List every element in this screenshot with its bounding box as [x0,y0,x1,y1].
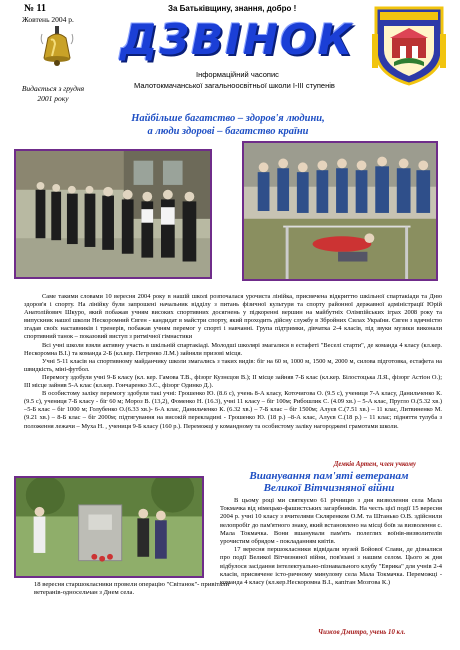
bell-icon [40,26,74,68]
newspaper-title: ДЗВІНОК [120,15,355,64]
issue-number: № 11 [24,3,46,14]
article2-author: Чижов Дмитро, учень 10 кл. [318,629,406,636]
subtitle-journal: Інформаційний часопис [196,70,279,79]
article1-paragraph: Перемогу здобули учні 9-Б класу (кл. кер. Гамова Т.В., фізорг Кузнєцов В.); ІІ місце зайняв 7-Б клас (кл.кер. Білостоцька Л.Я., фізорг Астіон О.); ІІІ місце зайняв 5-А клас (кл.кер. Гончаренко З.С., фізорг Одинко Д.). [24,373,442,390]
article1-body [24,293,442,431]
photo-students-assembly [14,149,212,279]
article2-body [220,497,442,587]
article1-paragraph: Учні 5-11 класів на спортивному майданчику школи змагались з таких видів: біг на 60 м, 1000 м, 1500 м, 2000 м, силова підготовка, естафета на швидкість, міні-футбол. [24,357,442,373]
article1-paragraph: Саме такими словами 10 вересня 2004 року в нашій школі розпочалася урочиста лінійка, присвячена відкриттю шкільної спартакіади та Дню здоров'я і спорту. На лінійку були запрошені начальник відділу з питань фізичної культури та спорту районної державної адміністрації Юрій Анатолійович Шкуро, який побажав учням високих спортивних досягнень у підкоренні вершин на майбутніх Олімпійських іграх 2008 року та випускник нашої школи Нескоромний Євген - кандидат в майстри спорту, який проходить дійсну службу в Збройних Силах України. Євген з вдячністю згадав своїх наставників і тренерів, побажав учням перемог у спорті і навчанні. Група підтримки, дівчатка 2-4 класів, під звуки музики виконали спортивний танок – показовий виступ з ритмічної гімнастики [24,293,442,341]
photo-veterans-memorial [14,476,204,578]
article1-headline-line1: Найбільше багатство – здоров'я людини, [131,113,325,124]
photo-caption: 18 вересня старшокласники провели операцію "Світанок"- привітали ветеранів-односельчан з Днем села. [34,581,230,597]
article1-paragraph: Всі учні школи взяли активну участь в шкільній спартакіаді. Молодші школярі змагалися в естафеті "Веселі старти", де команда 4 класу (кл.кер. Нескоромна В.І.) та команда 2-Б (кл.кер. Петренко Л.М.) зайняли призові місця. [24,341,442,357]
article1-paragraph: В особистому заліку перемогу здобули такі учні: Грошенко Ю. (8.6 с), учень 8-А класу, Коточигова О. (9.5 с), учениця 7-А класу, Данильченко К.(9.5 с), учениця 7-Б класу - біг 60 м; Мороз В. (13,2), Фоменко Н. (16.3), учні 11 класу – біг 100м; Рибошлик С. (4.09 хв.) – 5-А клас, Пругло О.(5.32 хв.) –5-Б клас – біг 1000 м; Голубенко О.(6.33 хв.)- 6-А клас, Данильченко К. (6.32 хв.) – 7-Б клас – біг 1500м; Алуєв С.(7.51 хв.) – 11 клас, Литвиненко М.(9.21 хв.) – 8-Б клас – біг 2000м; підтягування на високій перекладині - Грошенко Ю. (18 р.) –8-А клас, Алуєв С.(18 р.) – 11 клас; підняття тулуба з положення лежачи – Муха Н. , учениця 9-Б класу (160 р.). Переможці у командному та особистому заліку нагороджені грамотами школи. [24,390,442,430]
subtitle-school: Малотокмачанської загальноосвітньої школи І-ІІІ ступенів [134,81,335,90]
photo-sports-day [242,141,438,281]
masthead [120,15,355,64]
article1-author: Демків Артем, член учкому [333,461,416,468]
article2-headline-line1: Вшанування пам'яті ветеранам [249,470,409,482]
article2-headline-line2: Великої Вітчизняної війни [263,482,395,494]
slogan: За Батьківщину, знання, добро ! [168,4,297,13]
school-emblem [370,4,448,86]
article1-headline-line2: а люди здорові – багатство країни [147,126,309,137]
article2-paragraph: В цьому році ми святкуємо 61 річницю з дня визволення села Мала Токмачка від німецько-фашистських загарбників. На честь цієї події 15 вересня 2004 р. учні 10 класу з вчителями Скляренком О.М. та Штанько О.В. здійснили велопробіг до пам'ятного знаку, який встановлено на місці боїв за визволення с. Мала Токмачка. Вони вшанували пам'ять полеглих воїнів-визволителів урочистим обрядом - покладанням квітів. [220,497,442,546]
issue-date: Жовтень 2004 р. [22,15,74,24]
article2-paragraph: 17 вересня першокласники відвідали музей Бойової Слави, де дізналися про події Великої Вітчизняної війни, пов'язані з нашим селом. Цього ж дня відбулося засідання інтелектуально-пізнавального клубу "Еврика" для учнів 2-4 класів, присвячене істо-ричному минулому села Мала Токмачка. Переможці - команда 4 класу (кл.кер.Нескоромна В.І., капітан Мозгова К.) [220,546,442,587]
since-note: Видається з грудня 2001 року [21,84,85,103]
